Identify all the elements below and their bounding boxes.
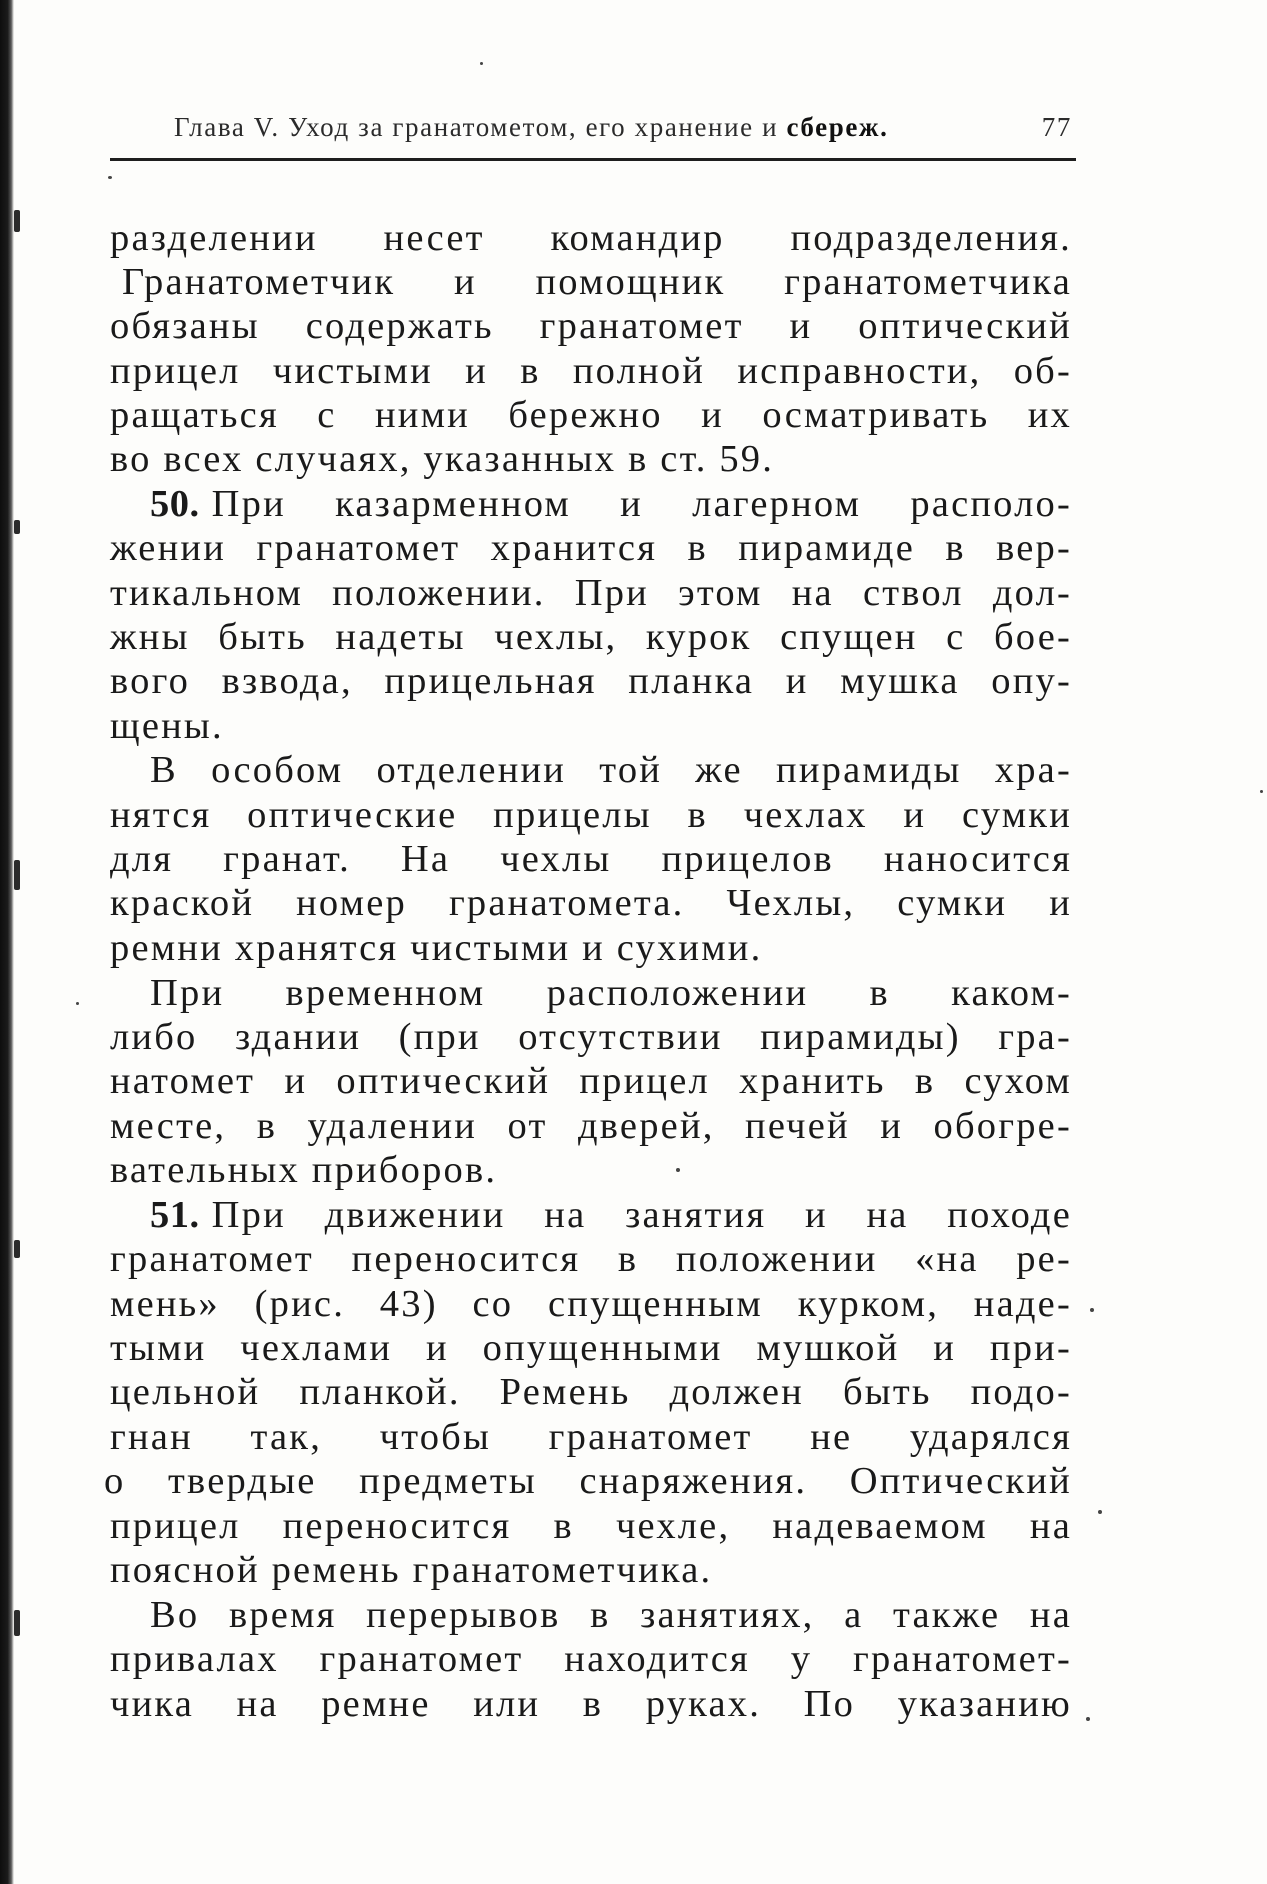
- text-line: цельной планкой. Ремень должен быть подо-: [110, 1371, 1072, 1413]
- text-line: для гранат. На чехлы прицелов наносится: [110, 838, 1072, 880]
- text-line: жны быть надеты чехлы, курок спущен с бое-: [110, 616, 1072, 658]
- text-line: чика на ремне или в руках. По указанию: [110, 1683, 1072, 1725]
- page-number: 77: [1041, 112, 1072, 142]
- scan-speck: [1260, 790, 1263, 793]
- text-line: прицел переносится в чехле, надеваемом на: [110, 1505, 1072, 1547]
- binding-speck: [14, 520, 20, 534]
- scan-speck: [676, 1168, 680, 1172]
- binding-edge: [0, 0, 14, 1884]
- text-line: ращаться с ними бережно и осматривать их: [110, 394, 1072, 436]
- scan-speck: [1086, 1717, 1090, 1721]
- text-line: краской номер гранатомета. Чехлы, сумки и: [110, 882, 1072, 924]
- text-line: натомет и оптический прицел хранить в сухом: [110, 1060, 1072, 1102]
- text-line: либо здании (при отсутствии пирамиды) гра-: [110, 1016, 1072, 1058]
- running-head-title-text: Глава V. Уход за гранатометом, его хранение и: [174, 112, 779, 142]
- text-line: тыми чехлами и опущенными мушкой и при-: [110, 1327, 1072, 1369]
- text-line: вательных приборов.: [110, 1149, 498, 1191]
- text-line: тикальном положении. При этом на ствол дол-: [110, 572, 1072, 614]
- binding-speck: [14, 860, 20, 890]
- running-head-title-bold: сбереж.: [786, 112, 889, 142]
- header-rule: [110, 158, 1076, 161]
- scan-speck: [1090, 1308, 1094, 1312]
- text-line: привалах гранатомет находится у гранатомет-: [110, 1638, 1072, 1680]
- text-line: В особом отделении той же пирамиды хра-: [150, 749, 1072, 791]
- text-line: гранатомет переносится в положении «на ре-: [110, 1238, 1072, 1280]
- text-line: мень» (рис. 43) со спущенным курком, наде-: [110, 1283, 1072, 1325]
- text-line: нятся оптические прицелы в чехлах и сумки: [110, 794, 1072, 836]
- text-line: щены.: [110, 705, 224, 747]
- scan-speck: [76, 1002, 79, 1005]
- running-head: [110, 112, 1072, 148]
- text-line: Гранатометчик и помощник гранатометчика: [122, 261, 1072, 303]
- text-line: Во время перерывов в занятиях, а также на: [150, 1594, 1072, 1636]
- scan-speck: [108, 176, 112, 179]
- text-line: о твердые предметы снаряжения. Оптический: [104, 1460, 1072, 1502]
- text-line: разделении несет командир подразделения.: [110, 217, 1072, 259]
- text-line: прицел чистыми и в полной исправности, об-: [110, 350, 1072, 392]
- binding-speck: [14, 210, 20, 232]
- paragraph-number: 50.: [150, 483, 200, 525]
- text-line: жении гранатомет хранится в пирамиде в вер-: [110, 527, 1072, 569]
- running-head-title: [174, 112, 888, 143]
- text-line: поясной ремень гранатометчика.: [110, 1549, 713, 1591]
- paragraph-50-first-line: 50. При казарменном и лагерном располо-: [150, 483, 1072, 525]
- text-line: При временном расположении в каком-: [150, 972, 1072, 1014]
- paragraph-51-first-line: 51. При движении на занятия и на походе: [150, 1194, 1072, 1236]
- scan-speck: [480, 62, 483, 65]
- text-line: обязаны содержать гранатомет и оптический: [110, 305, 1072, 347]
- scan-speck: [1098, 1510, 1102, 1514]
- text-line: во всех случаях, указанных в ст. 59.: [110, 438, 775, 480]
- text-line: вого взвода, прицельная планка и мушка опу-: [110, 660, 1072, 702]
- binding-speck: [14, 1610, 20, 1636]
- text-line: ремни хранятся чистыми и сухими.: [110, 927, 763, 969]
- text-line: гнан так, чтобы гранатомет не ударялся: [110, 1416, 1072, 1458]
- binding-speck: [14, 1240, 20, 1258]
- paragraph-number: 51.: [150, 1194, 200, 1236]
- text-line: месте, в удалении от дверей, печей и обогре-: [110, 1105, 1072, 1147]
